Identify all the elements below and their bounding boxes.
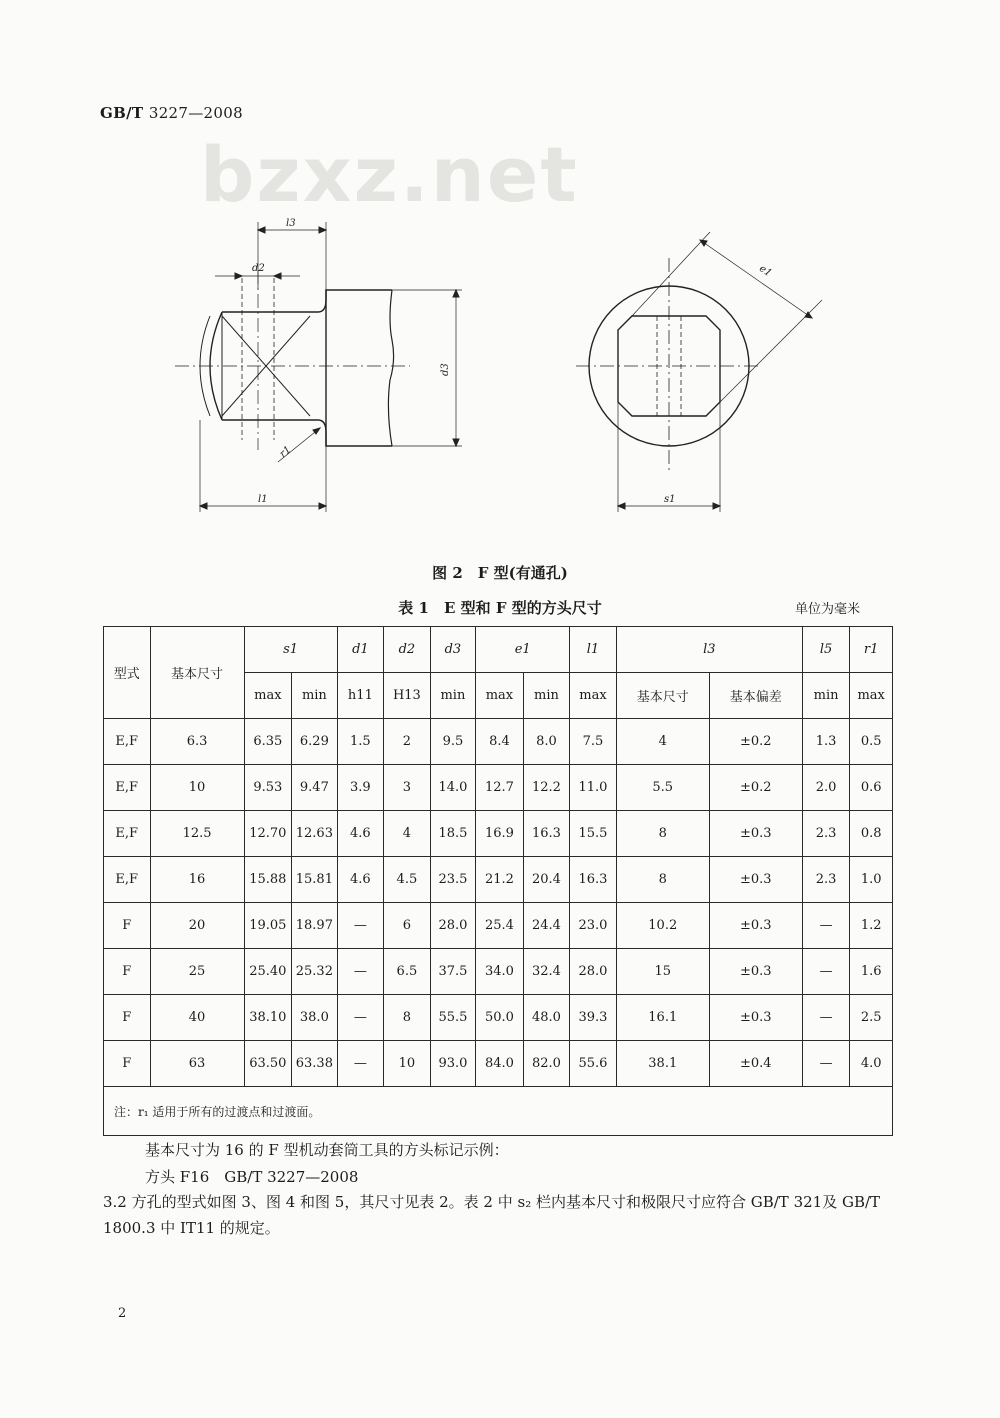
table-cell: 10.2 bbox=[616, 903, 709, 949]
table-row bbox=[104, 903, 893, 949]
table-cell: ±0.2 bbox=[709, 719, 802, 765]
table-cell: 18.97 bbox=[292, 903, 338, 949]
header-prefix: GB/T bbox=[100, 104, 144, 122]
table-cell: ±0.3 bbox=[709, 903, 802, 949]
table-cell: 6.35 bbox=[244, 719, 292, 765]
table-cell: E,F bbox=[104, 857, 151, 903]
col-r1: r1 bbox=[850, 627, 893, 673]
table-cell: 37.5 bbox=[430, 949, 476, 995]
table-cell: 1.2 bbox=[850, 903, 893, 949]
table-cell: ±0.2 bbox=[709, 765, 802, 811]
table-cell: E,F bbox=[104, 719, 151, 765]
sub-min: min bbox=[430, 673, 476, 719]
table-cell: 48.0 bbox=[523, 995, 570, 1041]
table-cell: 1.3 bbox=[802, 719, 850, 765]
table-cell: 6 bbox=[384, 903, 431, 949]
table-cell: 21.2 bbox=[476, 857, 524, 903]
table-cell: 50.0 bbox=[476, 995, 524, 1041]
col-l3: l3 bbox=[616, 627, 802, 673]
label-e1: e1 bbox=[757, 263, 774, 280]
table-cell: 10 bbox=[150, 765, 244, 811]
page-number: 2 bbox=[118, 1306, 127, 1321]
table-cell: 14.0 bbox=[430, 765, 476, 811]
table-cell: 63.50 bbox=[244, 1041, 292, 1087]
table-cell: 39.3 bbox=[570, 995, 617, 1041]
sub-l3-dev: 基本偏差 bbox=[709, 673, 802, 719]
table-cell: 63.38 bbox=[292, 1041, 338, 1087]
table-cell: 10 bbox=[384, 1041, 431, 1087]
header-number: 3227—2008 bbox=[148, 104, 243, 122]
table-cell: 16.3 bbox=[570, 857, 617, 903]
table-cell: 1.0 bbox=[850, 857, 893, 903]
table-row bbox=[104, 857, 893, 903]
table-cell: E,F bbox=[104, 811, 151, 857]
table-cell: 38.10 bbox=[244, 995, 292, 1041]
table-cell: 9.47 bbox=[292, 765, 338, 811]
table-cell: 4.6 bbox=[337, 857, 384, 903]
table-cell: 1.6 bbox=[850, 949, 893, 995]
table-cell: 34.0 bbox=[476, 949, 524, 995]
label-l3: l3 bbox=[286, 218, 296, 229]
table-cell: 4.5 bbox=[384, 857, 431, 903]
sub-max: max bbox=[476, 673, 524, 719]
table-cell: ±0.3 bbox=[709, 995, 802, 1041]
table-unit: 单位为毫米 bbox=[795, 602, 861, 617]
figure-2-drawing bbox=[0, 0, 1000, 560]
table-cell: 15.88 bbox=[244, 857, 292, 903]
table-cell: 12.7 bbox=[476, 765, 524, 811]
table-cell: 25.4 bbox=[476, 903, 524, 949]
label-s1: s1 bbox=[664, 494, 676, 505]
table-cell: 9.53 bbox=[244, 765, 292, 811]
table-cell: 23.0 bbox=[570, 903, 617, 949]
table-cell: 12.63 bbox=[292, 811, 338, 857]
table-cell: 8.0 bbox=[523, 719, 570, 765]
table-cell: 5.5 bbox=[616, 765, 709, 811]
sub-min: min bbox=[802, 673, 850, 719]
example-mark: 方头 F16 GB/T 3227—2008 bbox=[145, 1168, 359, 1186]
watermark: bzxz.net bbox=[200, 130, 579, 219]
table-cell: 8 bbox=[616, 857, 709, 903]
table-cell: 28.0 bbox=[430, 903, 476, 949]
table-cell: 84.0 bbox=[476, 1041, 524, 1087]
table-cell: 2.3 bbox=[802, 857, 850, 903]
table-row bbox=[104, 811, 893, 857]
table-cell: 2 bbox=[384, 719, 431, 765]
table-cell: 63 bbox=[150, 1041, 244, 1087]
table-cell: 15 bbox=[616, 949, 709, 995]
section-number: 3.2 bbox=[103, 1193, 127, 1211]
table-cell: 0.8 bbox=[850, 811, 893, 857]
sub-min: min bbox=[292, 673, 338, 719]
table-cell: 16.9 bbox=[476, 811, 524, 857]
table-cell: 4 bbox=[616, 719, 709, 765]
table-cell: 15.5 bbox=[570, 811, 617, 857]
table-cell: 9.5 bbox=[430, 719, 476, 765]
table-title: 表 1 E 型和 F 型的方头尺寸 bbox=[398, 599, 602, 617]
table-cell: — bbox=[337, 949, 384, 995]
table-cell: — bbox=[802, 949, 850, 995]
sub-H13: H13 bbox=[384, 673, 431, 719]
table-cell: 3 bbox=[384, 765, 431, 811]
table-cell: 38.1 bbox=[616, 1041, 709, 1087]
sub-min: min bbox=[523, 673, 570, 719]
table-cell: 28.0 bbox=[570, 949, 617, 995]
table-note-row bbox=[104, 1087, 893, 1136]
table-cell: 0.5 bbox=[850, 719, 893, 765]
table-cell: — bbox=[337, 903, 384, 949]
label-r1: r1 bbox=[277, 444, 294, 460]
table-cell: 6.5 bbox=[384, 949, 431, 995]
sub-max: max bbox=[570, 673, 617, 719]
table-cell: 4.6 bbox=[337, 811, 384, 857]
table-cell: 6.29 bbox=[292, 719, 338, 765]
table-cell: 4.0 bbox=[850, 1041, 893, 1087]
table-cell: F bbox=[104, 903, 151, 949]
sub-max: max bbox=[244, 673, 292, 719]
table-cell: 16.1 bbox=[616, 995, 709, 1041]
figure-caption: 图 2 F 型(有通孔) bbox=[432, 564, 568, 582]
table-cell: 16.3 bbox=[523, 811, 570, 857]
table-cell: 25.32 bbox=[292, 949, 338, 995]
col-d3: d3 bbox=[430, 627, 476, 673]
table-note: 注：r₁ 适用于所有的过渡点和过渡面。 bbox=[104, 1087, 893, 1136]
table-cell: 32.4 bbox=[523, 949, 570, 995]
table-cell: 1.5 bbox=[337, 719, 384, 765]
table-cell: — bbox=[337, 1041, 384, 1087]
table-cell: 0.6 bbox=[850, 765, 893, 811]
label-d2: d2 bbox=[252, 263, 265, 274]
table-cell: 8 bbox=[616, 811, 709, 857]
table-cell: 15.81 bbox=[292, 857, 338, 903]
table-cell: ±0.4 bbox=[709, 1041, 802, 1087]
table-cell: 16 bbox=[150, 857, 244, 903]
col-base: 基本尺寸 bbox=[150, 627, 244, 719]
table-cell: — bbox=[802, 995, 850, 1041]
table-header-row bbox=[104, 627, 893, 673]
table-cell: 23.5 bbox=[430, 857, 476, 903]
table-cell: F bbox=[104, 1041, 151, 1087]
dimension-table bbox=[103, 626, 893, 1136]
example-intro: 基本尺寸为 16 的 F 型机动套筒工具的方头标记示例： bbox=[145, 1141, 509, 1159]
table-cell: 12.70 bbox=[244, 811, 292, 857]
table-cell: 82.0 bbox=[523, 1041, 570, 1087]
table-cell: 38.0 bbox=[292, 995, 338, 1041]
table-cell: 25.40 bbox=[244, 949, 292, 995]
table-cell: 55.5 bbox=[430, 995, 476, 1041]
table-cell: 2.0 bbox=[802, 765, 850, 811]
table-cell: E,F bbox=[104, 765, 151, 811]
table-cell: 19.05 bbox=[244, 903, 292, 949]
sub-h11: h11 bbox=[337, 673, 384, 719]
side-view bbox=[175, 222, 462, 512]
table-cell: F bbox=[104, 995, 151, 1041]
col-s1: s1 bbox=[244, 627, 337, 673]
sub-l3-base: 基本尺寸 bbox=[616, 673, 709, 719]
table-cell: 2.3 bbox=[802, 811, 850, 857]
col-e1: e1 bbox=[476, 627, 570, 673]
table-row bbox=[104, 765, 893, 811]
table-cell: 24.4 bbox=[523, 903, 570, 949]
table-cell: 3.9 bbox=[337, 765, 384, 811]
table-cell: — bbox=[802, 903, 850, 949]
table-cell: — bbox=[337, 995, 384, 1041]
table-cell: ±0.3 bbox=[709, 949, 802, 995]
table-cell: 7.5 bbox=[570, 719, 617, 765]
table-cell: 20.4 bbox=[523, 857, 570, 903]
table-cell: F bbox=[104, 949, 151, 995]
end-view bbox=[576, 232, 822, 512]
col-l5: l5 bbox=[802, 627, 850, 673]
table-cell: 18.5 bbox=[430, 811, 476, 857]
table-cell: 6.3 bbox=[150, 719, 244, 765]
table-cell: — bbox=[802, 1041, 850, 1087]
table-cell: ±0.3 bbox=[709, 811, 802, 857]
col-type: 型式 bbox=[104, 627, 151, 719]
col-d1: d1 bbox=[337, 627, 384, 673]
section-3-2 bbox=[103, 1189, 903, 1241]
table-cell: 93.0 bbox=[430, 1041, 476, 1087]
table-cell: 8.4 bbox=[476, 719, 524, 765]
table-row bbox=[104, 995, 893, 1041]
table-cell: 12.5 bbox=[150, 811, 244, 857]
table-cell: 20 bbox=[150, 903, 244, 949]
table-cell: ±0.3 bbox=[709, 857, 802, 903]
table-row bbox=[104, 1041, 893, 1087]
label-d3: d3 bbox=[440, 363, 451, 376]
col-l1: l1 bbox=[570, 627, 617, 673]
table-row bbox=[104, 949, 893, 995]
table-cell: 4 bbox=[384, 811, 431, 857]
col-d2: d2 bbox=[384, 627, 431, 673]
table-cell: 2.5 bbox=[850, 995, 893, 1041]
table-cell: 40 bbox=[150, 995, 244, 1041]
table-cell: 8 bbox=[384, 995, 431, 1041]
table-cell: 11.0 bbox=[570, 765, 617, 811]
table-cell: 12.2 bbox=[523, 765, 570, 811]
table-row bbox=[104, 719, 893, 765]
label-l1: l1 bbox=[258, 494, 268, 505]
section-text: 方孔的型式如图 3、图 4 和图 5，其尺寸见表 2。表 2 中 s₂ 栏内基本尺寸和极限尺寸应符合 GB/T 321及 GB/T 1800.3 中 IT11 的规定。 bbox=[103, 1193, 881, 1237]
table-cell: 25 bbox=[150, 949, 244, 995]
table-cell: 55.6 bbox=[570, 1041, 617, 1087]
sub-max: max bbox=[850, 673, 893, 719]
